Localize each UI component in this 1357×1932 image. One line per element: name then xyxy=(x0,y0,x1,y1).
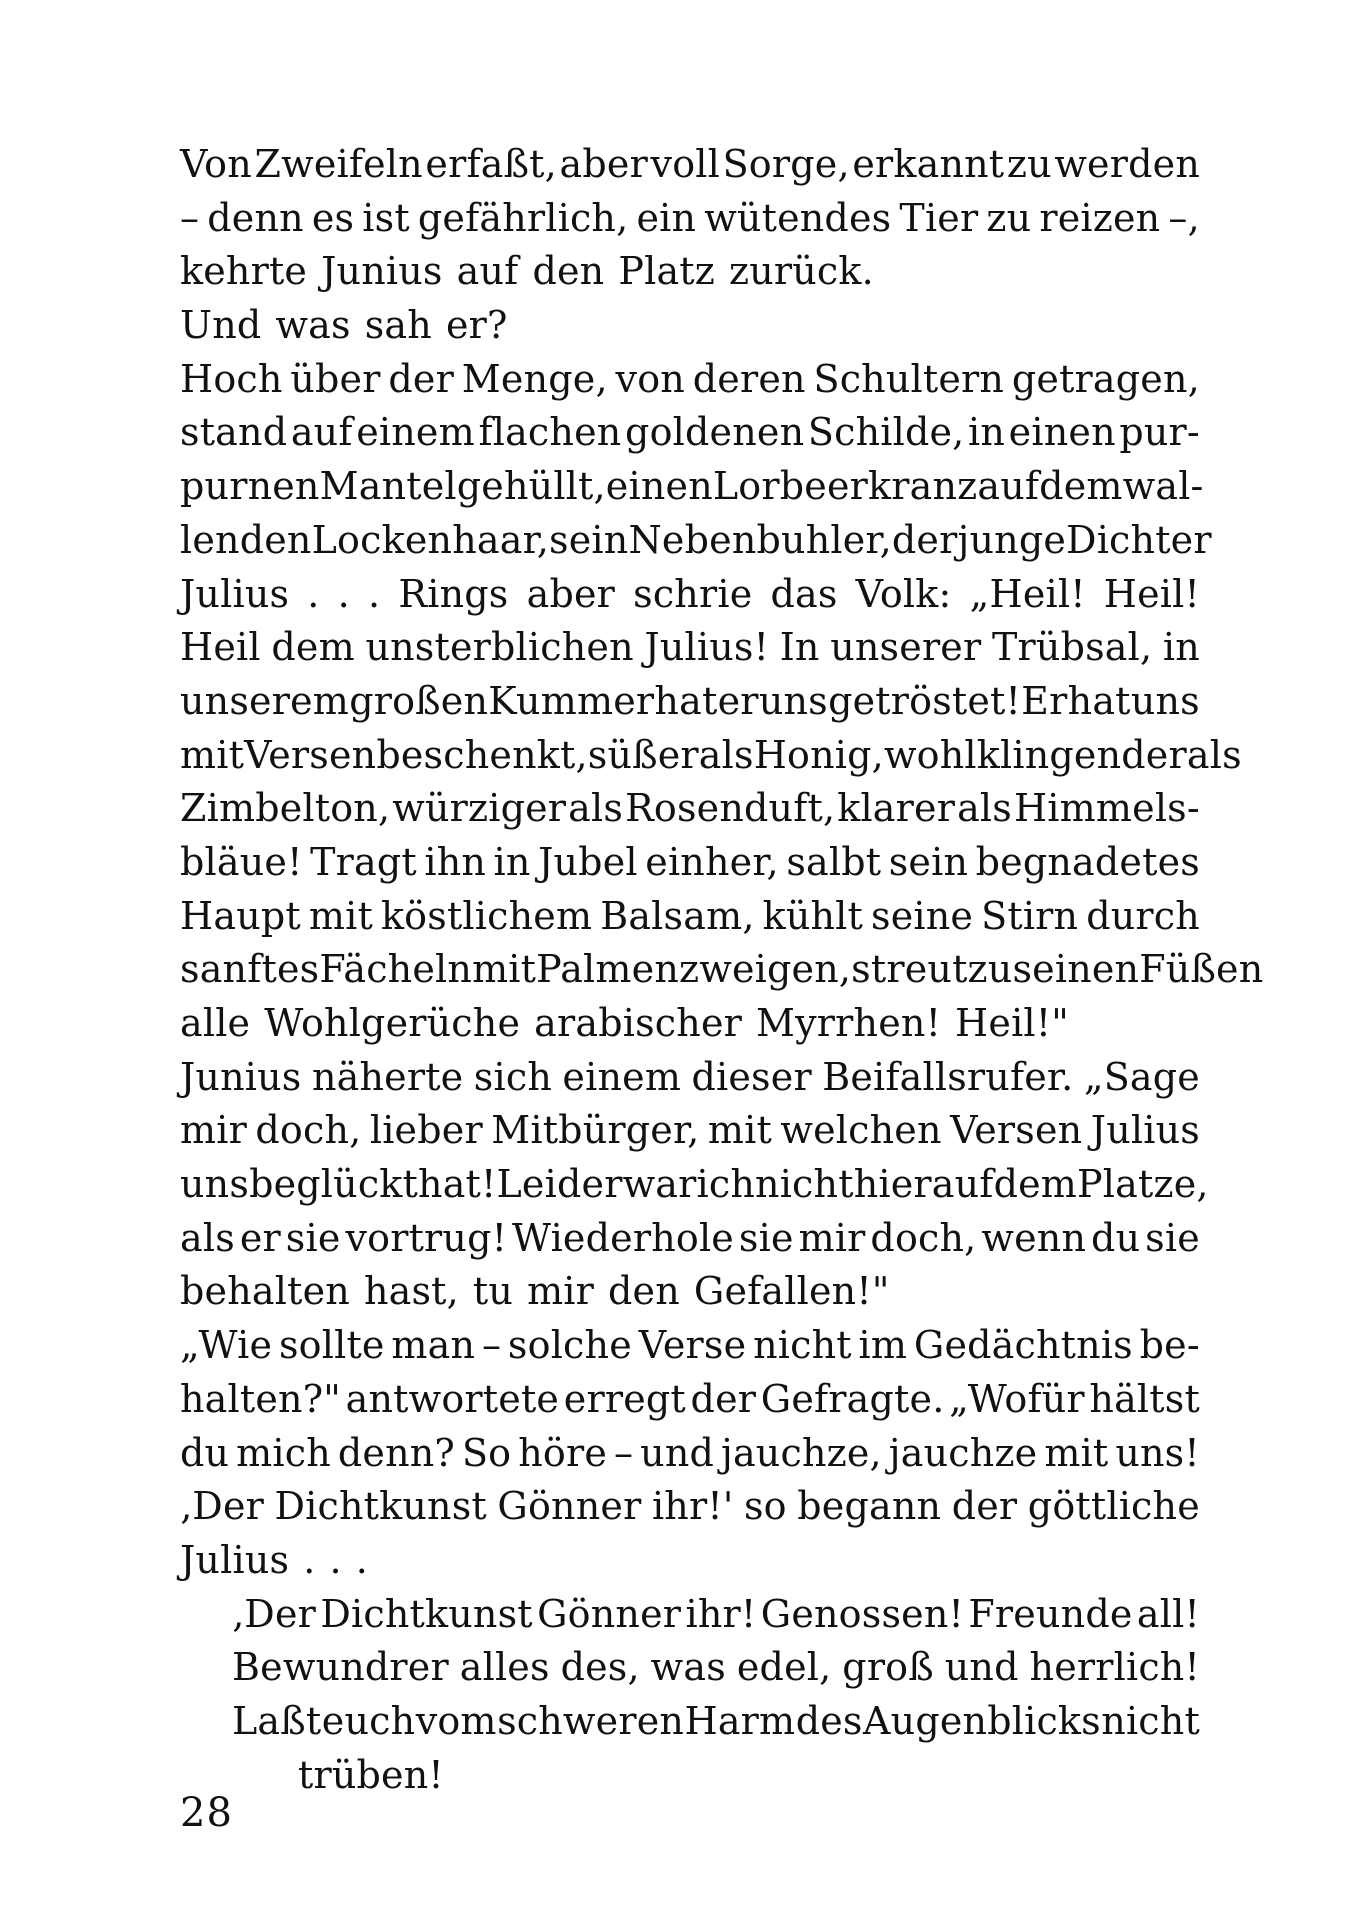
text-line: ‚Der Dichtkunst Gönner ihr! Genossen! Freunde all! xyxy=(232,1591,1200,1636)
text-line: Und was sah er? xyxy=(180,303,508,348)
text-line: lenden Lockenhaar, sein Nebenbuhler, der junge Dichter xyxy=(180,517,1212,562)
text-line: Zimbelton, würziger als Rosenduft, klarer als Himmels- xyxy=(180,786,1200,831)
text-line: trüben! xyxy=(298,1752,444,1797)
text-line: ‚Der Dichtkunst Gönner ihr!' so begann der göttliche xyxy=(180,1484,1200,1529)
page-number: 28 xyxy=(180,1790,233,1836)
text-line: du mich denn? So höre – und jauchze, jauchze mit uns! xyxy=(180,1430,1200,1475)
text-line: Haupt mit köstlichem Balsam, kühlt seine Stirn durch xyxy=(180,893,1200,938)
text-line: alle Wohlgerüche arabischer Myrrhen! Heil!" xyxy=(180,1001,1069,1045)
text-line: Julius . . . Rings aber schrie das Volk: „Heil! Heil! xyxy=(180,571,1200,616)
text-line: halten?" antwortete erregt der Gefragte. „Wofür hältst xyxy=(180,1376,1200,1421)
text-line: Von Zweifeln erfaßt, aber voll Sorge, erkannt zu werden xyxy=(180,142,1200,186)
text-line: Hoch über der Menge, von deren Schultern getragen, xyxy=(180,356,1200,401)
text-line: Bewundrer alles des, was edel, groß und herrlich! xyxy=(232,1645,1200,1690)
text-line: bläue! Tragt ihn in Jubel einher, salbt sein begnadetes xyxy=(180,839,1200,884)
text-line: purnen Mantel gehüllt, einen Lorbeerkranz auf dem wal- xyxy=(180,464,1204,509)
text-line: uns beglückt hat! Leider war ich nicht hier auf dem Platze, xyxy=(180,1162,1209,1207)
text-line: Heil dem unsterblichen Julius! In unserer Trübsal, in xyxy=(180,625,1200,670)
text-line: mit Versen beschenkt, süßer als Honig, wohlklingender als xyxy=(180,732,1242,777)
text-line: Julius . . . xyxy=(180,1537,369,1582)
body-text xyxy=(180,138,1264,1802)
text-line: „Wie sollte man – solche Verse nicht im Gedächtnis be- xyxy=(180,1323,1200,1368)
text-line: Laßt euch vom schweren Harm des Augenblicks nicht xyxy=(232,1698,1200,1743)
text-line: sanftes Fächeln mit Palmenzweigen, streut zu seinen Füßen xyxy=(180,947,1264,992)
text-line: als er sie vortrug! Wiederhole sie mir doch, wenn du sie xyxy=(180,1215,1200,1260)
text-line: mir doch, lieber Mitbürger, mit welchen Versen Julius xyxy=(180,1108,1200,1153)
text-line: behalten hast, tu mir den Gefallen!" xyxy=(180,1269,890,1314)
text-line: – denn es ist gefährlich, ein wütendes Tier zu reizen –, xyxy=(180,195,1200,240)
text-line: unserem großen Kummer hat er uns getröstet! Er hat uns xyxy=(180,678,1200,723)
text-line: stand auf einem flachen goldenen Schilde, in einen pur- xyxy=(180,410,1200,455)
text-line: Junius näherte sich einem dieser Beifallsrufer. „Sage xyxy=(180,1054,1200,1099)
text-line: kehrte Junius auf den Platz zurück. xyxy=(180,249,874,294)
